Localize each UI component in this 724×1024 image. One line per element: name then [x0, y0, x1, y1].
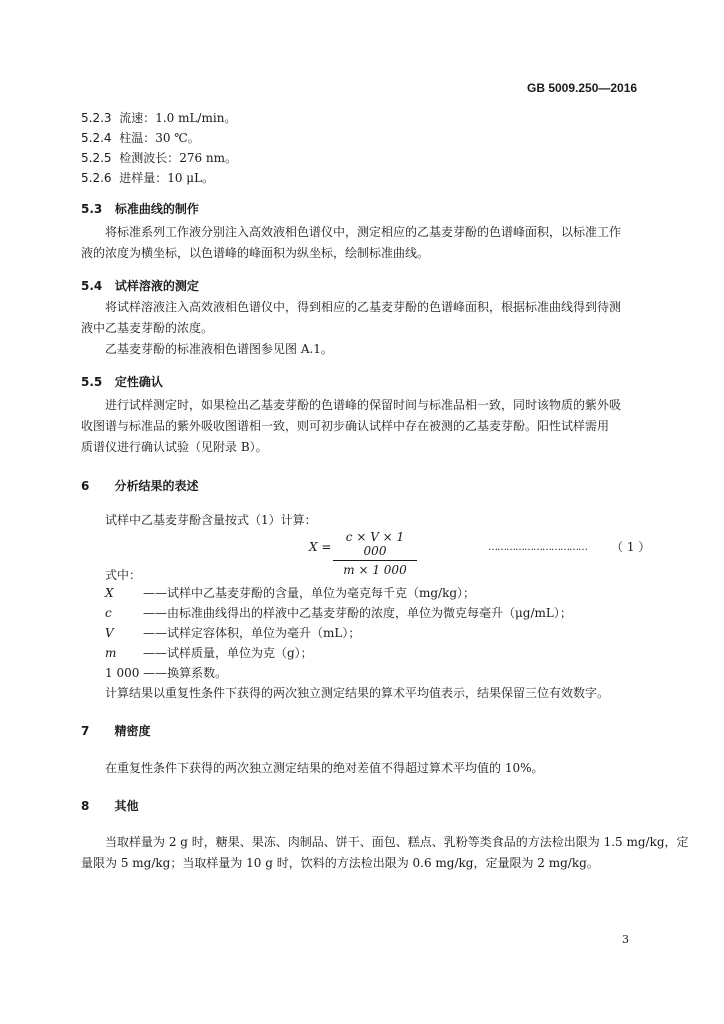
section-title: 精密度 [114, 724, 151, 738]
where-label: 式中： [105, 568, 142, 582]
item-text: 检测波长：276 nm。 [119, 151, 238, 165]
precision-text: 在重复性条件下获得的两次独立测定结果的绝对差值不得超过算术平均值的 10%。 [105, 761, 544, 775]
formula-intro: 试样中乙基麦芽酚含量按式（1）计算： [105, 513, 317, 527]
section-number: 8 [81, 799, 90, 813]
var-desc: ——试样定容体积，单位为毫升（mL）； [143, 626, 361, 640]
paragraph-line: 质谱仪进行确认试验（见附录 B）。 [81, 440, 268, 454]
paragraph-line: 将试样溶液注入高效液相色谱仪中，得到相应的乙基麦芽酚的色谱峰面积，根据标准曲线得到待测 [105, 300, 622, 314]
formula-lhs: X = [309, 540, 332, 554]
formula-denominator: m × 1 000 [343, 563, 407, 577]
item-5-2-3 [81, 110, 236, 127]
paragraph-5-3 [81, 222, 621, 264]
section-title: 标准曲线的制作 [114, 202, 199, 216]
var-row [105, 605, 572, 622]
item-5-2-6 [81, 170, 214, 187]
section-title: 试样溶液的测定 [114, 279, 199, 293]
item-text: 进样量：10 μL。 [119, 171, 215, 185]
item-5-2-4 [81, 130, 200, 147]
section-heading-5-4 [81, 277, 199, 294]
conversion-factor: 1 000 ——换算系数。 [105, 666, 228, 680]
var-desc: ——试样中乙基麦芽酚的含量，单位为毫克每千克（mg/kg）； [143, 586, 476, 600]
section-title: 分析结果的表述 [114, 479, 199, 493]
item-number: 5.2.4 [81, 131, 112, 145]
section-heading-5-3 [81, 200, 199, 217]
var-symbol: X [105, 586, 114, 600]
item-text: 柱温：30 ℃。 [119, 131, 200, 145]
section-heading-8 [81, 797, 138, 814]
item-5-2-5 [81, 150, 237, 167]
var-desc: ——试样质量，单位为克（g）； [143, 646, 313, 660]
paragraph-line: 当取样量为 2 g 时，糖果、果冻、肉制品、饼干、面包、糕点、乳粉等类食品的方法检出限为 1.5 mg/kg，定 [105, 835, 689, 849]
fraction-bar [333, 560, 417, 561]
var-symbol: c [105, 606, 112, 620]
var-desc: ——由标准曲线得出的样液中乙基麦芽酚的浓度，单位为微克每毫升（μg/mL）； [143, 606, 572, 620]
formula-leader-dots: …………………………… [488, 542, 587, 553]
section-title: 定性确认 [114, 375, 163, 389]
var-symbol: m [105, 646, 117, 660]
paragraph-line: 收图谱与标准品的紫外吸收图谱相一致，则可初步确认试样中存在被测的乙基麦芽酚。阳性试样需用 [81, 419, 610, 433]
formula-numerator: c × V × 1 000 [345, 530, 405, 558]
standard-number: GB 5009.250—2016 [527, 81, 638, 95]
item-text: 流速：1.0 mL/min。 [119, 111, 237, 125]
formula-label: （ 1 ） [611, 540, 651, 554]
paragraph-line: 进行试样测定时，如果检出乙基麦芽酚的色谱峰的保留时间与标准品相一致，同时该物质的紫外吸 [105, 398, 622, 412]
paragraph-8 [81, 832, 689, 874]
paragraph-5-5 [81, 395, 621, 458]
paragraph-line: 液的浓度为横坐标，以色谱峰的峰面积为纵坐标，绘制标准曲线。 [81, 246, 430, 260]
page-number: 3 [622, 933, 629, 946]
section-number: 6 [81, 479, 90, 493]
item-number: 5.2.3 [81, 111, 112, 125]
var-row [105, 645, 313, 662]
var-row [105, 625, 360, 642]
item-number: 5.2.5 [81, 151, 112, 165]
section-heading-7 [81, 722, 150, 739]
section-number: 5.4 [81, 279, 103, 293]
paragraph-line: 量限为 5 mg/kg；当取样量为 10 g 时，饮料的方法检出限为 0.6 mg/kg，定量限为 2 mg/kg。 [81, 856, 599, 870]
section-heading-6 [81, 477, 198, 494]
section-number: 5.3 [81, 202, 103, 216]
paragraph-5-4 [81, 297, 621, 360]
paragraph-line: 液中乙基麦芽酚的浓度。 [81, 321, 214, 335]
result-statement: 计算结果以重复性条件下获得的两次独立测定结果的算术平均值表示，结果保留三位有效数字。 [105, 686, 610, 700]
section-heading-5-5 [81, 373, 163, 390]
section-number: 7 [81, 724, 90, 738]
section-title: 其他 [114, 799, 139, 813]
var-symbol: V [105, 626, 114, 640]
paragraph-line: 乙基麦芽酚的标准液相色谱图参见图 A.1。 [105, 342, 333, 356]
formula-fraction [333, 530, 417, 577]
var-row [105, 585, 475, 602]
paragraph-line: 将标准系列工作液分别注入高效液相色谱仪中，测定相应的乙基麦芽酚的色谱峰面积，以标准工作 [105, 225, 622, 239]
item-number: 5.2.6 [81, 171, 112, 185]
section-number: 5.5 [81, 375, 103, 389]
